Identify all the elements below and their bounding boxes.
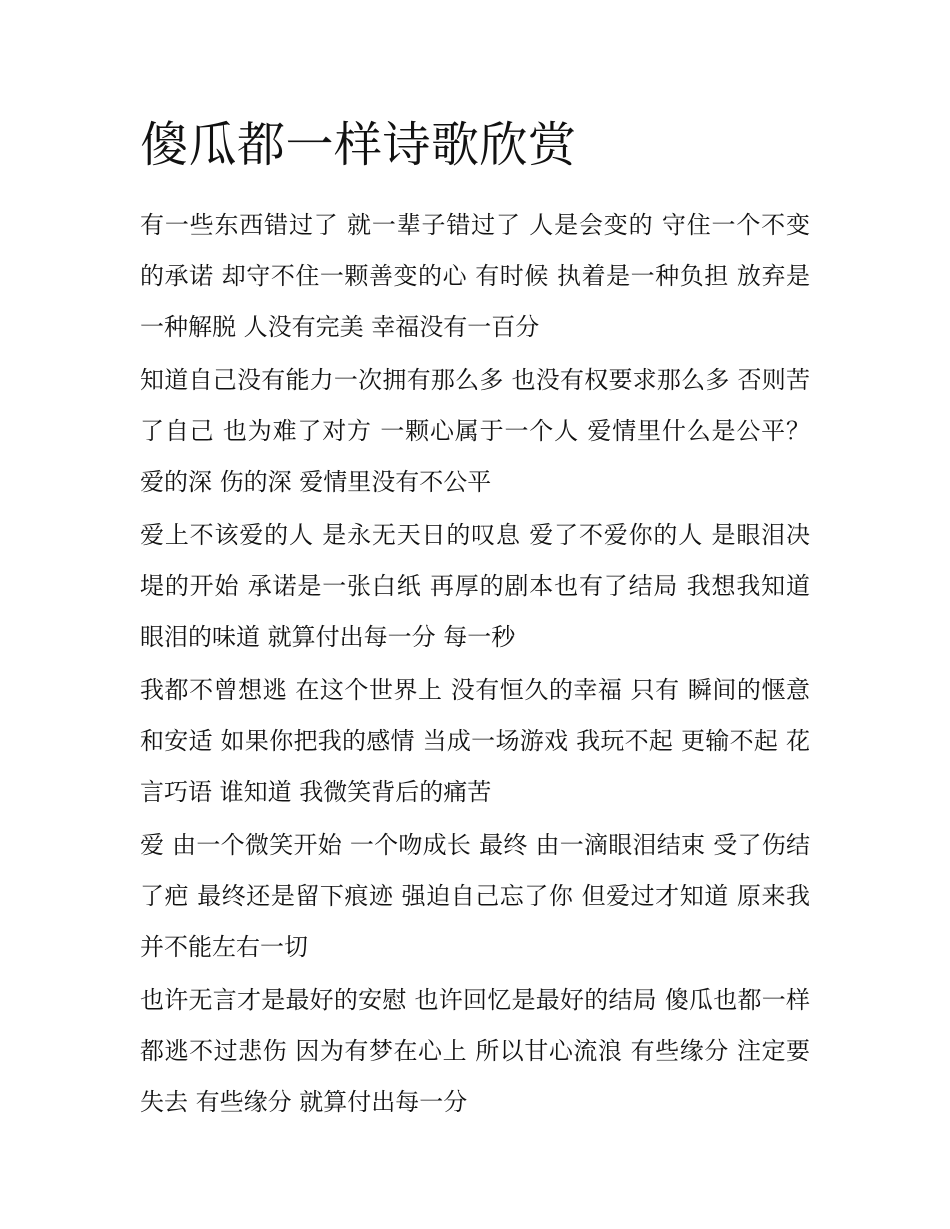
document-title: 傻瓜都一样诗歌欣赏	[140, 117, 577, 173]
paragraph-6: 也许无言才是最好的安慰 也许回忆是最好的结局 傻瓜也都一样 都逃不过悲伤 因为有梦在心上 所以甘心流浪 有些缘分 注定要失去 有些缘分 就算付出每一分	[140, 986, 810, 1116]
document-body	[140, 200, 810, 1128]
paragraph-4: 我都不曾想逃 在这个世界上 没有恒久的幸福 只有 瞬间的惬意和安适 如果你把我的感情 当成一场游戏 我玩不起 更输不起 花言巧语 谁知道 我微笑背后的痛苦	[140, 676, 810, 806]
paragraph-1: 有一些东西错过了 就一辈子错过了 人是会变的 守住一个不变的承诺 却守不住一颗善变的心 有时候 执着是一种负担 放弃是一种解脱 人没有完美 幸福没有一百分	[140, 211, 810, 341]
document-page	[140, 110, 810, 1128]
paragraph-2: 知道自己没有能力一次拥有那么多 也没有权要求那么多 否则苦了自己 也为难了对方 一颗心属于一个人 爱情里什么是公平？ 爱的深 伤的深 爱情里没有不公平	[140, 366, 810, 496]
paragraph-5: 爱 由一个微笑开始 一个吻成长 最终 由一滴眼泪结束 受了伤结了疤 最终还是留下痕迹 强迫自己忘了你 但爱过才知道 原来我并不能左右一切	[140, 831, 810, 961]
paragraph-3: 爱上不该爱的人 是永无天日的叹息 爱了不爱你的人 是眼泪决堤的开始 承诺是一张白纸 再厚的剧本也有了结局 我想我知道眼泪的味道 就算付出每一分 每一秒	[140, 521, 810, 651]
